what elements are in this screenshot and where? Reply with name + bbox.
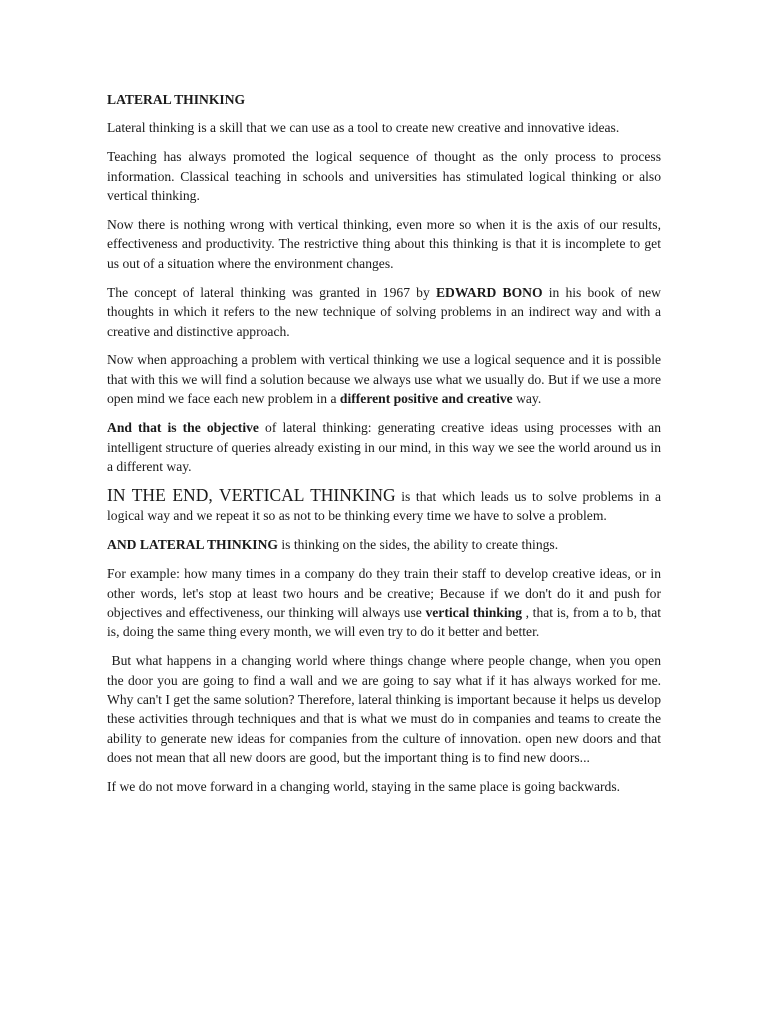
paragraph-5-text-c: way.	[512, 391, 542, 407]
paragraph-1: Lateral thinking is a skill that we can use as a tool to create new creative and innovative ideas.	[107, 120, 620, 136]
document-title: LATERAL THINKING	[107, 92, 246, 107]
paragraph-7-large-lead: IN THE END, VERTICAL THINKING	[107, 484, 396, 505]
paragraph-6	[107, 418, 661, 476]
paragraph-5	[107, 350, 661, 408]
paragraph-5-text-a: Now when approaching a problem with vertical thinking we use a logical sequence and it is possible that with this we will find a solution because we always use what we usually do. But if we use a more open mind we face each new problem in a	[107, 352, 661, 407]
paragraph-7	[107, 486, 661, 526]
paragraph-8	[107, 535, 661, 554]
paragraph-9-text-c: , that is, from a to b, that is, doing the same thing every month, we will even try to do it better and better.	[107, 604, 662, 640]
paragraph-4-text-c: in his book of new thoughts in which it refers to the new technique of solving problems in an indirect way and with a creative and distinctive approach.	[107, 284, 661, 339]
paragraph-6-bold-lead: And that is the objective	[107, 420, 259, 436]
paragraph-5-bold-phrase: different positive and creative	[339, 391, 513, 407]
paragraph-4-bold-name: EDWARD BONO	[435, 284, 543, 300]
paragraph-9-bold-phrase: vertical thinking	[425, 604, 522, 620]
paragraph-2: Teaching has always promoted the logical sequence of thought as the only process to process information. Classical teaching in schools and universities has stimulated logical thinking or also vertical thinking.	[107, 149, 661, 204]
paragraph-6-text-b: of lateral thinking: generating creative ideas using processes with an intelligent structure of queries already existing in our mind, in this way we see the world around us in a different way.	[107, 420, 661, 474]
document-page	[107, 90, 661, 806]
paragraph-10: But what happens in a changing world where things change where people change, when you open the door you are going to find a wall and we are going to say what if it has always worked for me. Why can't I get the same solution? Therefore, lateral thinking is important because it helps us develop these activities through techniques and that is what we must do in companies and teams to create the ability to generate new ideas for companies from the culture of innovation. open new doors and that does not mean that all new doors are good, but the important thing is to find new doors...	[107, 653, 661, 766]
paragraph-4-text-a: The concept of lateral thinking was granted in 1967 by	[107, 284, 436, 300]
paragraph-4	[107, 283, 661, 341]
paragraph-7-text-b: is that which leads us to solve problems in a logical way and we repeat it so as not to be thinking every time we have to solve a problem.	[107, 488, 661, 524]
paragraph-9	[107, 564, 661, 642]
paragraph-11: If we do not move forward in a changing world, staying in the same place is going backwards.	[107, 779, 621, 795]
paragraph-9-text-a: For example: how many times in a company do they train their staff to develop creative ideas, or in other words, let's stop at least two hours and be creative; Because if we don't do it and push for objectives and effectiveness, our thinking will always use	[107, 566, 661, 620]
paragraph-8-text-b: is thinking on the sides, the ability to create things.	[277, 537, 559, 553]
paragraph-8-bold-lead: AND LATERAL THINKING	[107, 537, 278, 553]
paragraph-3: Now there is nothing wrong with vertical thinking, even more so when it is the axis of our results, effectiveness and productivity. The restrictive thing about this thinking is that it is incomplete to get us out of a situation where the environment changes.	[107, 217, 661, 271]
